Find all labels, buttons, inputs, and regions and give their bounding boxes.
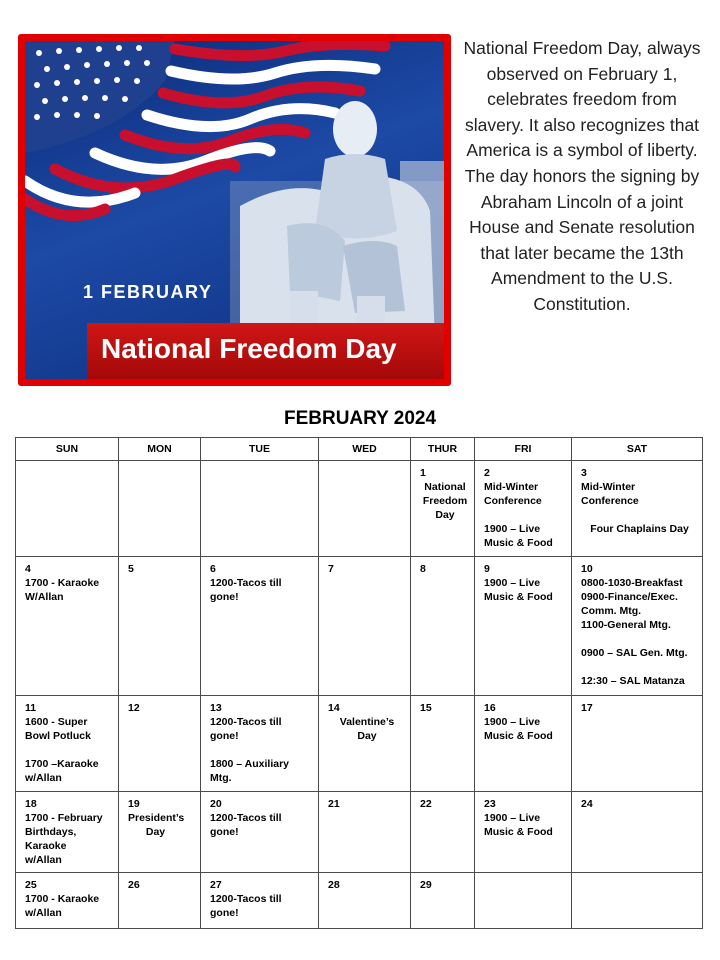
header-wed: WED (319, 438, 411, 461)
day-cell-empty (572, 873, 703, 929)
day-event: 0900-Finance/Exec. Comm. Mtg. (581, 591, 678, 617)
day-event: 1700 - Karaoke w/Allan (25, 893, 100, 919)
header-mon: MON (119, 438, 201, 461)
day-cell-10 (572, 557, 703, 696)
day-number: 26 (128, 879, 140, 891)
header-tue: TUE (201, 438, 319, 461)
calendar-header-row (16, 438, 703, 461)
day-cell-11 (16, 696, 119, 792)
header-fri: FRI (475, 438, 572, 461)
day-cell-29 (411, 873, 475, 929)
day-number: 17 (581, 702, 593, 714)
day-event: 1200-Tacos till gone! (210, 577, 282, 603)
day-cell-18 (16, 792, 119, 873)
day-cell-9 (475, 557, 572, 696)
day-cell-4 (16, 557, 119, 696)
day-cell-6 (201, 557, 319, 696)
day-number: 22 (420, 798, 432, 810)
day-cell-24 (572, 792, 703, 873)
day-event: Four Chaplains Day (590, 523, 689, 535)
day-number: 25 (25, 879, 37, 891)
day-cell-empty (319, 461, 411, 557)
day-event: 1900 – Live Music & Food (484, 577, 553, 603)
day-number: 9 (484, 563, 490, 575)
header-sat: SAT (572, 438, 703, 461)
day-number: 28 (328, 879, 340, 891)
calendar-week-row (16, 792, 703, 873)
day-cell-12 (119, 696, 201, 792)
calendar-week-row (16, 696, 703, 792)
day-cell-22 (411, 792, 475, 873)
day-cell-17 (572, 696, 703, 792)
day-event: 1200-Tacos till gone! (210, 716, 282, 742)
day-event: 1100-General Mtg. (581, 619, 671, 631)
day-event: 1700 –Karaoke w/Allan (25, 758, 99, 784)
banner-date-label: 1 FEBRUARY (83, 282, 213, 302)
day-cell-28 (319, 873, 411, 929)
national-freedom-day-banner (18, 34, 451, 386)
banner-title: National Freedom Day (101, 333, 397, 364)
day-cell-26 (119, 873, 201, 929)
day-event: 1700 - Karaoke W/Allan (25, 577, 100, 603)
day-cell-16 (475, 696, 572, 792)
day-number: 24 (581, 798, 593, 810)
day-event: 1900 – Live Music & Food (484, 523, 553, 549)
day-number: 7 (328, 563, 334, 575)
day-number: 27 (210, 879, 222, 891)
day-cell-15 (411, 696, 475, 792)
day-cell-empty (16, 461, 119, 557)
day-cell-19 (119, 792, 201, 873)
day-event: 0800-1030-Breakfast (581, 577, 683, 589)
day-cell-7 (319, 557, 411, 696)
day-cell-empty (201, 461, 319, 557)
day-cell-2 (475, 461, 572, 557)
day-cell-21 (319, 792, 411, 873)
day-cell-empty (475, 873, 572, 929)
day-cell-14 (319, 696, 411, 792)
day-number: 18 (25, 798, 37, 810)
day-cell-8 (411, 557, 475, 696)
day-number: 2 (484, 467, 490, 479)
calendar-week-row (16, 557, 703, 696)
day-event: President’s Day (128, 812, 185, 838)
calendar-title: FEBRUARY 2024 (283, 408, 437, 429)
day-event: 1800 – Auxiliary Mtg. (210, 758, 289, 784)
day-event: 0900 – SAL Gen. Mtg. (581, 647, 688, 659)
freedom-day-description: National Freedom Day, always observed on February 1, celebrates freedom from slavery. It also recognizes that America is a symbol of liberty. The day honors the signing by Abraham Lincoln of a joint House and Senate resolution that later became the 13th Amendment to the U.S. Constitution. (463, 38, 701, 314)
day-number: 19 (128, 798, 140, 810)
day-number: 15 (420, 702, 432, 714)
day-cell-5 (119, 557, 201, 696)
day-cell-1 (411, 461, 475, 557)
day-cell-27 (201, 873, 319, 929)
day-number: 12 (128, 702, 140, 714)
day-number: 29 (420, 879, 432, 891)
day-event: 1700 - February Birthdays, Karaoke w/Allan (25, 812, 103, 866)
calendar-grid (15, 437, 703, 929)
day-event: Mid-Winter Conference (581, 481, 639, 507)
header-sun: SUN (16, 438, 119, 461)
day-number: 11 (25, 702, 37, 714)
day-number: 21 (328, 798, 340, 810)
day-number: 20 (210, 798, 222, 810)
day-number: 1 (420, 467, 426, 479)
day-number: 6 (210, 563, 216, 575)
day-event: 1200-Tacos till gone! (210, 893, 282, 919)
day-event: 12:30 – SAL Matanza (581, 675, 685, 687)
day-event: 1900 – Live Music & Food (484, 716, 553, 742)
day-event: 1600 - Super Bowl Potluck (25, 716, 91, 742)
day-cell-25 (16, 873, 119, 929)
day-cell-empty (119, 461, 201, 557)
day-cell-20 (201, 792, 319, 873)
day-number: 23 (484, 798, 496, 810)
day-number: 8 (420, 563, 426, 575)
day-number: 5 (128, 563, 134, 575)
day-number: 14 (328, 702, 340, 714)
day-cell-13 (201, 696, 319, 792)
day-number: 4 (25, 563, 31, 575)
calendar-week-row (16, 873, 703, 929)
day-number: 13 (210, 702, 222, 714)
day-number: 10 (581, 563, 593, 575)
day-event: Valentine’s Day (339, 716, 395, 742)
day-event: 1900 – Live Music & Food (484, 812, 553, 838)
day-event: 1200-Tacos till gone! (210, 812, 282, 838)
day-event: Mid-Winter Conference (484, 481, 542, 507)
day-cell-23 (475, 792, 572, 873)
header-thur: THUR (411, 438, 475, 461)
day-event: National Freedom Day (422, 481, 468, 521)
calendar-week-row (16, 461, 703, 557)
day-number: 3 (581, 467, 587, 479)
day-cell-3 (572, 461, 703, 557)
day-number: 16 (484, 702, 496, 714)
